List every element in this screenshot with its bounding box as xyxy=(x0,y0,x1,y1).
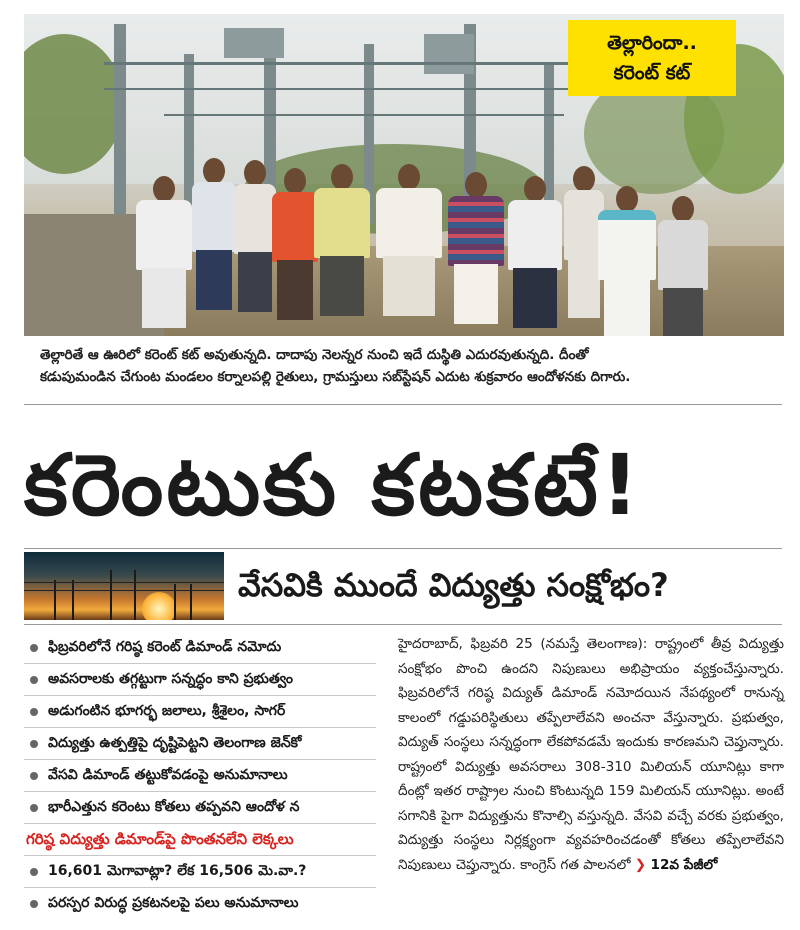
tag-line-2: కరెంట్ కట్ xyxy=(613,62,691,84)
divider xyxy=(24,624,782,625)
list-item: వేసవి డిమాండ్ తట్టుకోవడంపై అనుమానాలు xyxy=(24,760,376,792)
list-item: భారీఎత్తున కరెంటు కోతలు తప్పవని ఆందోళ న xyxy=(24,792,376,824)
person xyxy=(272,168,318,336)
person xyxy=(508,176,562,336)
bullet-icon xyxy=(30,868,38,876)
person xyxy=(376,164,442,336)
photo-tag xyxy=(568,20,736,96)
transformer xyxy=(424,34,474,74)
subheadline: వేసవికి ముందే విద్యుత్తు సంక్షోభం? xyxy=(238,566,669,604)
headline: కరెంటుకు కటకటే! xyxy=(24,436,643,534)
list-item: అవసరాలకు తగ్గట్టుగా సన్నద్ధం కాని ప్రభుత్వం xyxy=(24,664,376,696)
power-line xyxy=(104,88,574,90)
subheadline-box xyxy=(24,552,782,620)
news-photo xyxy=(24,14,784,336)
bullet-icon xyxy=(30,804,38,812)
tag-line-1: తెల్లారిందా.. xyxy=(607,32,697,54)
list-item: విద్యుత్తు ఉత్పత్తిపై దృష్టిపెట్టని తెలంగాణ జెన్‌కో xyxy=(24,728,376,760)
list-item: పరస్పర విరుద్ధ ప్రకటనలపై పలు అనుమానాలు xyxy=(24,888,376,920)
person xyxy=(658,196,708,336)
bullet-icon xyxy=(30,644,38,652)
bullet-icon xyxy=(30,772,38,780)
caption-line-1: తెల్లారితే ఆ ఊరిలో కరెంట్ కట్ అవుతున్నది. దాదాపు నెలన్నర నుంచి ఇదే దుస్థితి ఎదురవుతున్నది. దీంతో xyxy=(40,347,589,363)
person xyxy=(314,164,370,336)
bullet-icon xyxy=(30,676,38,684)
article-body xyxy=(398,632,784,877)
continue-arrow-icon: ❯ xyxy=(634,856,647,873)
substation-pole xyxy=(114,24,126,224)
bullet-icon xyxy=(30,900,38,908)
person xyxy=(192,158,236,336)
caption-line-2: కడుపుమండిన చేగుంట మండలం కర్నాలపల్లి రైతులు, గ్రామస్తులు సబ్‌స్టేషన్ ఎదుట శుక్రవారం ఆందోళనకు దిగారు. xyxy=(40,369,631,385)
highlights-list xyxy=(24,632,376,920)
bullet-icon xyxy=(30,708,38,716)
list-item: 16,601 మెగావాట్లా? లేక 16,506 మె.వా.? xyxy=(24,856,376,888)
bullet-icon xyxy=(30,740,38,748)
photo-caption xyxy=(40,344,780,388)
list-item: ఫిబ్రవరిలోనే గరిష్ఠ కరెంట్ డిమాండ్ నమోదు xyxy=(24,632,376,664)
person xyxy=(598,186,656,336)
person xyxy=(136,176,192,336)
power-tower-sunset-image xyxy=(24,552,224,620)
person xyxy=(234,160,276,336)
red-subheading: గరిష్ఠ విద్యుత్తు డిమాండ్‌పై పొంతనలేని లెక్కలు xyxy=(24,824,376,856)
article-text: హైదరాబాద్, ఫిబ్రవరి 25 (నమస్తే తెలంగాణ): రాష్ట్రంలో తీవ్ర విద్యుత్తు సంక్షోభం పొంచి ఉందని నిపుణులు అభిప్రాయం వ్యక్తంచేస్తున్నారు. ఫిబ్రవరిలోనే గరిష్ఠ విద్యుత్ డిమాండ్ నమోదయిన నేపథ్యంలో రానున్న కాలంలో గడ్డుపరిస్థితులు తప్పేలాలేవని అంచనా వేస్తున్నారు. ప్రభుత్వం, విద్యుత్ సంస్థలు సన్నద్ధంగా లేకపోవడమే ఇందుకు కారణమని చెప్తున్నారు. రాష్ట్రంలో విద్యుత్తు అవసరాలు 308-310 మిలియన్ యూనిట్లు కాగా దీంట్లో ఇతర రాష్ట్రాల నుంచి కొంటున్నది 159 మిలియన్ యూనిట్లు. అంటే సగానికి పైగా విద్యుత్తును కొనాల్సి వస్తున్నది. వేసవి వచ్చే వరకు ప్రభుత్వం, విద్యుత్తు సంస్థలు నిర్లక్ష్యంగా వ్యవహరించడంతో కోతలు తప్పేలాలేవని నిపుణులు చెప్తున్నారు. కాంగ్రెస్ గత పాలనలో xyxy=(398,636,784,873)
power-line xyxy=(104,62,574,65)
person xyxy=(448,172,504,336)
continued-on-page: 12వ పేజీలో xyxy=(650,856,718,873)
transformer xyxy=(224,28,284,58)
power-line xyxy=(164,114,564,116)
divider xyxy=(24,548,782,549)
list-item: అడుగంటిన భూగర్భ జలాలు, శ్రీశైలం, సాగర్ xyxy=(24,696,376,728)
divider xyxy=(24,404,782,405)
